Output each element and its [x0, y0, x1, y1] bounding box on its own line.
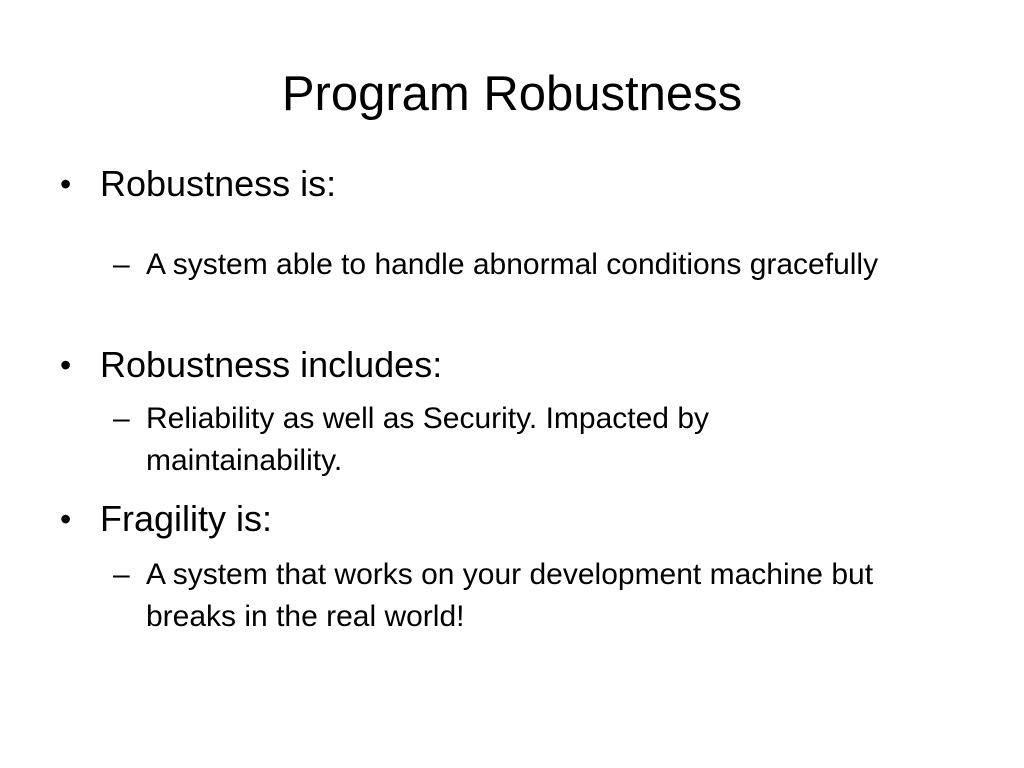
sub-bullet-item [113, 398, 906, 482]
bullet-marker: • [60, 347, 72, 383]
bullet-text: Fragility is: [100, 498, 273, 539]
sub-bullet-item [113, 244, 906, 286]
dash-marker: – [113, 402, 130, 435]
bullet-item [60, 162, 337, 206]
bullet-marker: • [60, 501, 72, 537]
sub-bullet-text: Reliability as well as Security. Impacted by maintainability. [146, 402, 709, 477]
dash-marker: – [113, 558, 130, 591]
bullet-text: Robustness is: [100, 163, 337, 204]
bullet-marker: • [60, 166, 72, 202]
sub-bullet-text: A system able to handle abnormal conditions gracefully [146, 248, 879, 281]
dash-marker: – [113, 248, 130, 281]
bullet-item [60, 343, 443, 387]
sub-bullet-text: A system that works on your development machine but breaks in the real world! [146, 558, 874, 633]
bullet-text: Robustness includes: [100, 344, 443, 385]
sub-bullet-item [113, 554, 906, 638]
slide-title: Program Robustness [281, 67, 743, 121]
bullet-item [60, 497, 273, 541]
